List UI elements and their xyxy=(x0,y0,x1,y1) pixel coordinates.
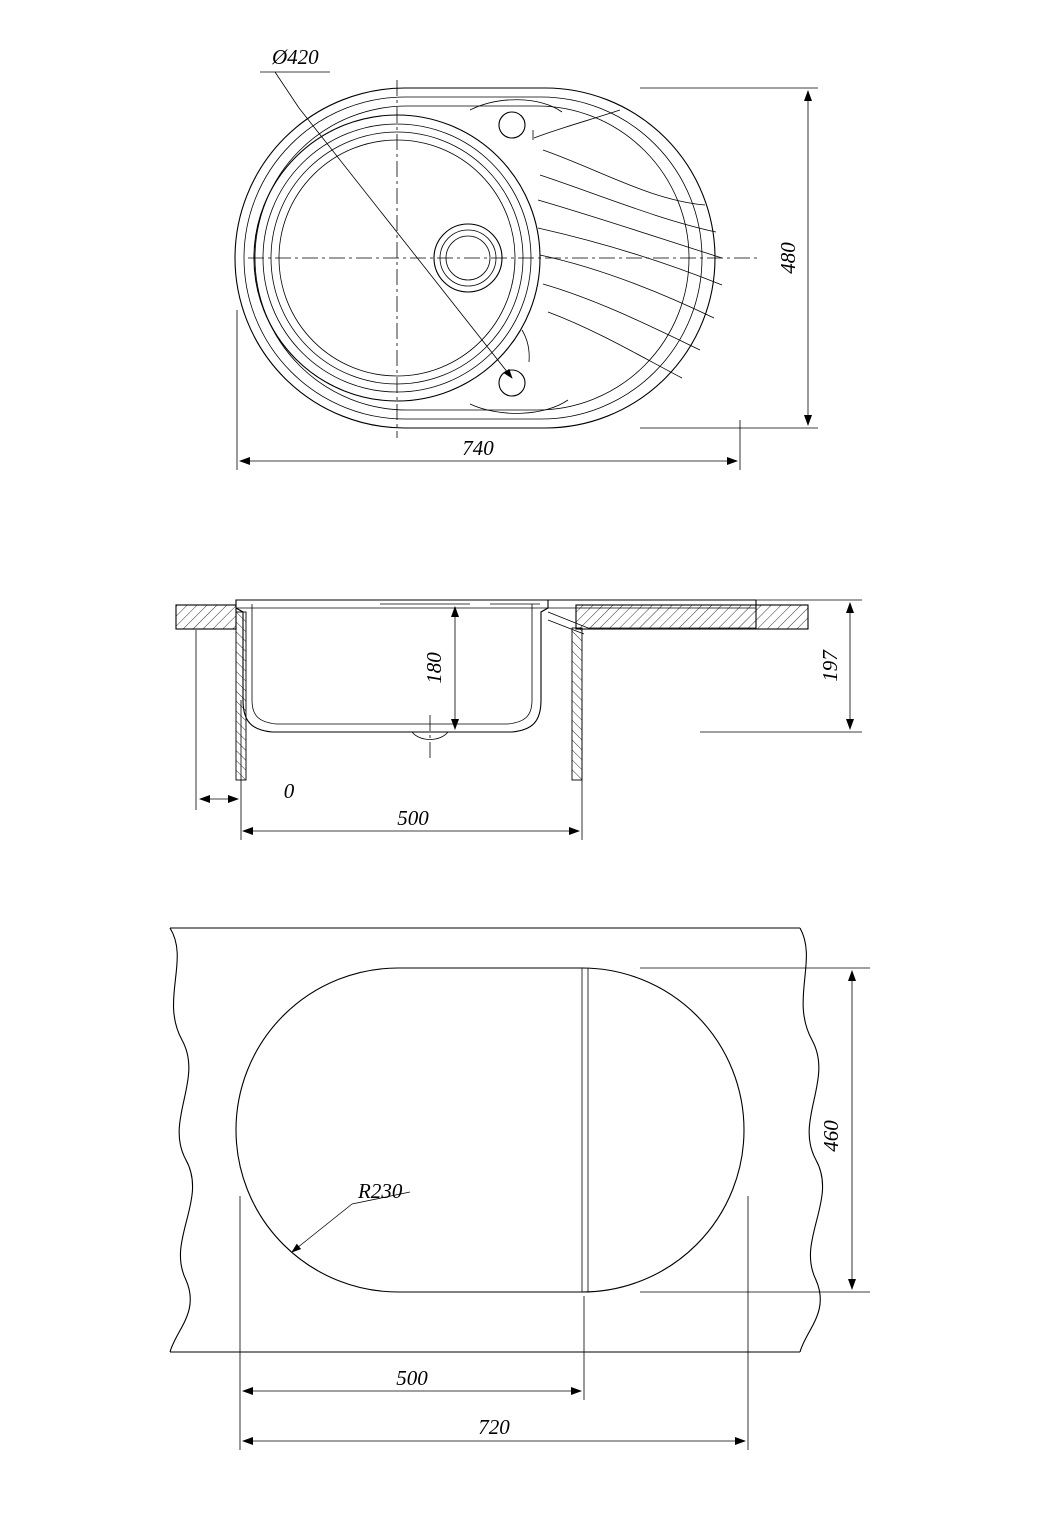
dim-zero-offset: 0 xyxy=(283,779,295,803)
dim-cutout-depth: 460 xyxy=(819,1120,843,1152)
dim-cutout-width-section: 500 xyxy=(397,806,429,830)
dim-bowl-depth: 180 xyxy=(422,652,446,684)
dim-overall-width: 740 xyxy=(462,436,494,460)
dim-total-height: 197 xyxy=(818,650,842,682)
dim-cutout-width: 720 xyxy=(478,1415,510,1439)
top-view-geometry xyxy=(235,72,818,470)
dim-bowl-diameter: Ø420 xyxy=(272,45,319,69)
section-view-geometry xyxy=(176,600,862,840)
dim-corner-radius: R230 xyxy=(358,1179,403,1203)
dim-overall-depth: 480 xyxy=(776,242,800,274)
dim-cutout-inner-width: 500 xyxy=(396,1366,428,1390)
cutout-view-geometry xyxy=(170,928,870,1450)
